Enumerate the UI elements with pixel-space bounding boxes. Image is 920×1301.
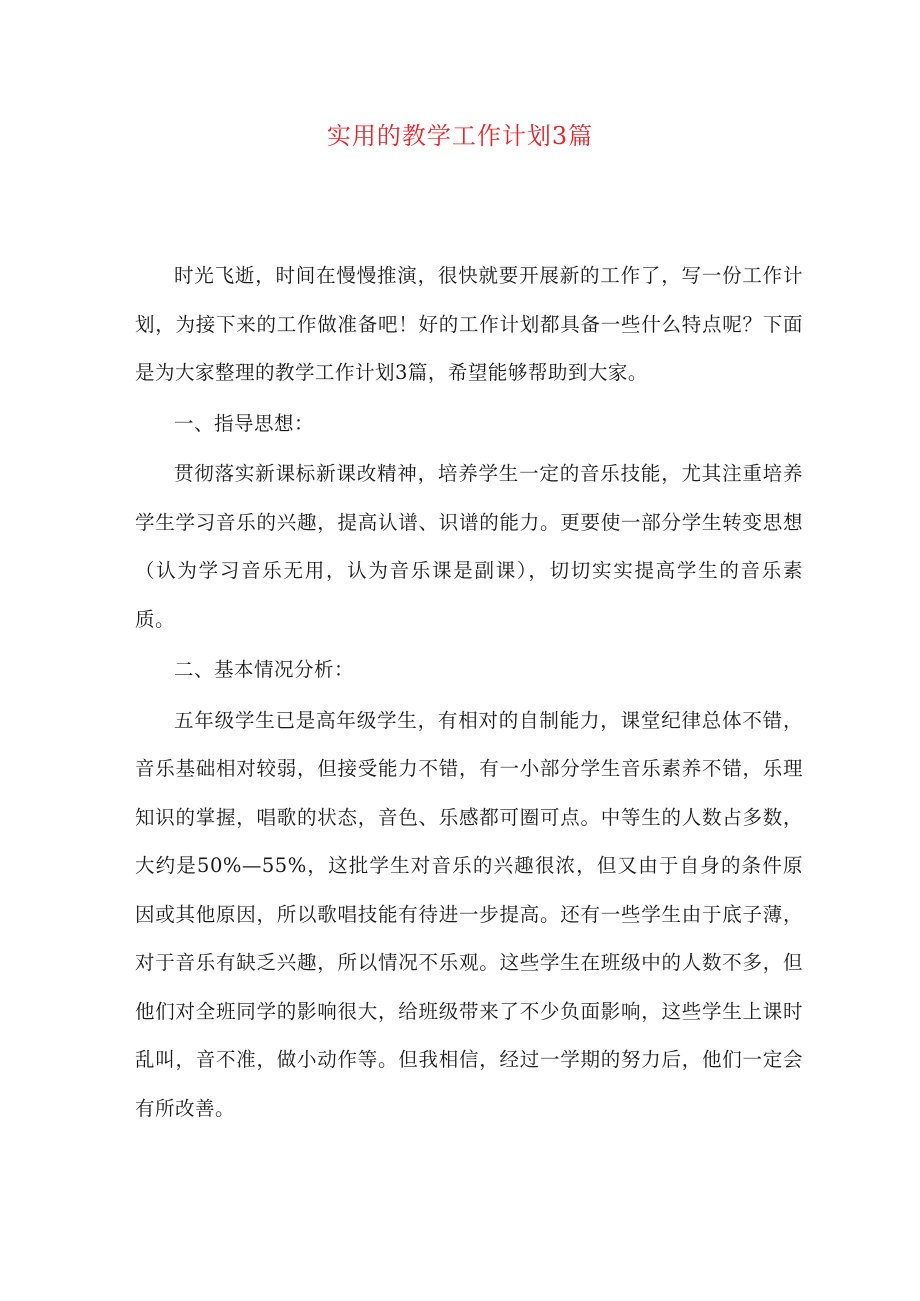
situation-analysis-paragraph: 五年级学生已是高年级学生，有相对的自制能力，课堂纪律总体不错，音乐基础相对较弱，但接受能力不错，有一小部分学生音乐素养不错，乐理知识的掌握，唱歌的状态，音色、乐感都可圈可点。中等生的人数占多数，大约是50%—55%，这批学生对音乐的兴趣很浓，但又由于自身的条件原因或其他原因，所以歌唱技能有待进一步提高。还有一些学生由于底子薄，对于音乐有缺乏兴趣，所以情况不乐观。这些学生在班级中的人数不多，但他们对全班同学的影响很大，给班级带来了不少负面影响，这些学生上课时乱叫，音不准，做小动作等。但我相信，经过一学期的努力后，他们一定会有所改善。	[135, 708, 803, 1120]
document-body	[135, 252, 803, 1135]
guiding-ideology-paragraph: 贯彻落实新课标新课改精神，培养学生一定的音乐技能，尤其注重培养学生学习音乐的兴趣，提高认谱、识谱的能力。更要使一部分学生转变思想（认为学习音乐无用，认为音乐课是副课），切切实实提高学生的音乐素质。	[135, 462, 803, 631]
section-heading-situation-analysis: 二、基本情况分析：	[174, 658, 355, 681]
intro-paragraph: 时光飞逝，时间在慢慢推演，很快就要开展新的工作了，写一份工作计划，为接下来的工作做准备吧！好的工作计划都具备一些什么特点呢？下面是为大家整理的教学工作计划3篇，希望能够帮助到大家。	[135, 264, 803, 384]
section-heading-guiding-ideology: 一、指导思想：	[174, 411, 315, 435]
document-title: 实用的教学工作计划3篇	[326, 122, 594, 150]
